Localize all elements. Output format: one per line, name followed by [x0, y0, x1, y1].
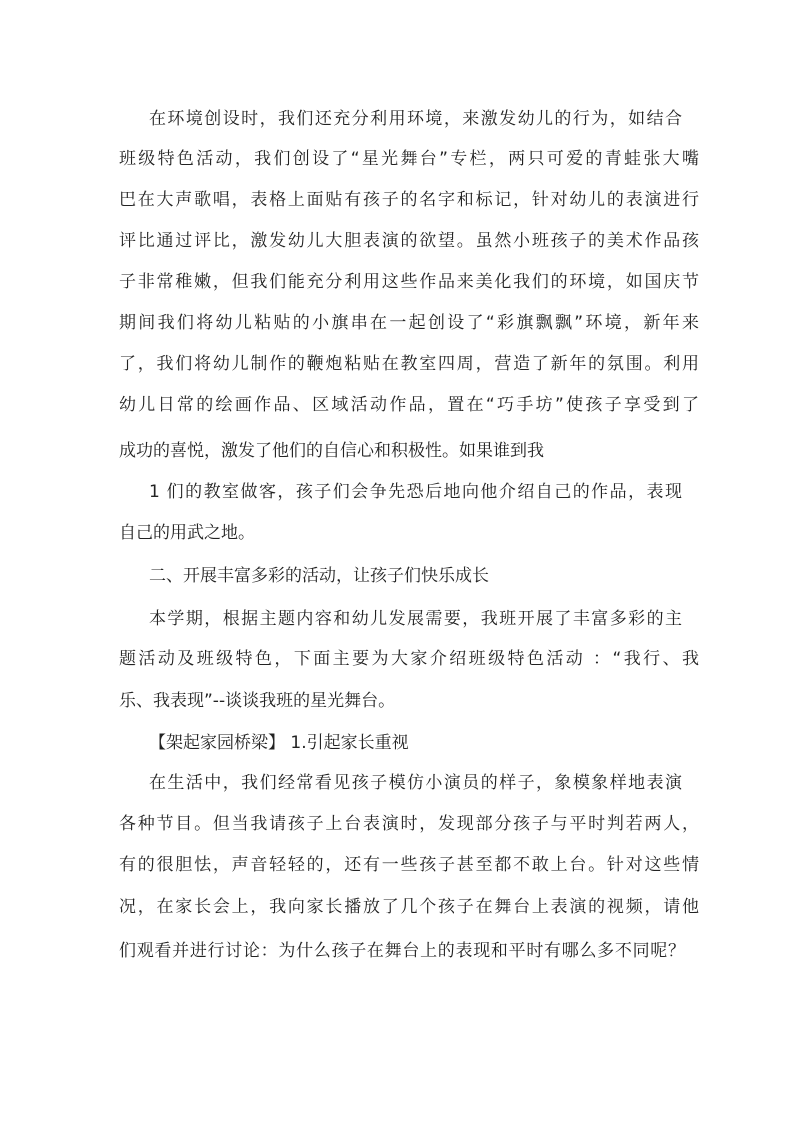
paragraph-1-line-4: 评比通过评比，激发幼儿大胆表演的欲望。虽然小班孩子的美术作品孩: [119, 231, 699, 251]
paragraph-1-line-8: 幼儿日常的绘画作品、区域活动作品，置在“巧手坊”使孩子享受到了: [119, 395, 699, 415]
section-heading: 二、开展丰富多彩的活动，让孩子们快乐成长: [149, 566, 489, 586]
paragraph-3-line-2: 题活动及班级特色，下面主要为大家介绍班级特色活动 ：“我行、我: [119, 649, 699, 669]
paragraph-1-line-3: 巴在大声歌唱，表格上面贴有孩子的名字和标记，针对幼儿的表演进行: [119, 190, 699, 210]
paragraph-4-line-3: 有的很胆怯，声音轻轻的，还有一些孩子甚至都不敢上台。针对这些情: [119, 855, 699, 875]
paragraph-1-line-7: 了，我们将幼儿制作的鞭炮粘贴在教室四周，营造了新年的氛围。利用: [119, 354, 699, 374]
paragraph-4-line-5: 们观看并进行讨论：为什么孩子在舞台上的表现和平时有哪么多不同呢？: [119, 941, 685, 961]
paragraph-4-line-4: 况，在家长会上，我向家长播放了几个孩子在舞台上表演的视频，请他: [119, 897, 699, 917]
paragraph-2-line-2: 自己的用武之地。: [119, 523, 255, 543]
paragraph-1-line-5: 子非常稚嫩，但我们能充分利用这些作品来美化我们的环境，如国庆节: [119, 272, 699, 292]
paragraph-2-line-1: 1 们的教室做客，孩子们会争先恐后地向他介绍自己的作品，表现: [149, 482, 682, 502]
paragraph-3-line-3: 乐、我表现”--谈谈我班的星光舞台。: [119, 691, 396, 711]
paragraph-4-line-1: 在生活中，我们经常看见孩子模仿小演员的样子，象模象样地表演: [149, 773, 682, 793]
paragraph-1-line-6: 期间我们将幼儿粘贴的小旗串在一起创设了“彩旗飘飘”环境，新年来: [119, 313, 699, 333]
paragraph-1-line-9: 成功的喜悦，激发了他们的自信心和积极性。如果谁到我: [119, 441, 544, 461]
paragraph-4-line-2: 各种节目。但当我请孩子上台表演时，发现部分孩子与平时判若两人，: [119, 814, 699, 834]
subheading: 【架起家园桥梁】 1.引起家长重视: [149, 733, 409, 753]
paragraph-1-line-2: 班级特色活动，我们创设了“星光舞台”专栏，两只可爱的青蛙张大嘴: [119, 149, 699, 169]
paragraph-1-line-1: 在环境创设时，我们还充分利用环境，来激发幼儿的行为，如结合: [149, 109, 682, 129]
paragraph-3-line-1: 本学期，根据主题内容和幼儿发展需要，我班开展了丰富多彩的主: [149, 609, 682, 629]
